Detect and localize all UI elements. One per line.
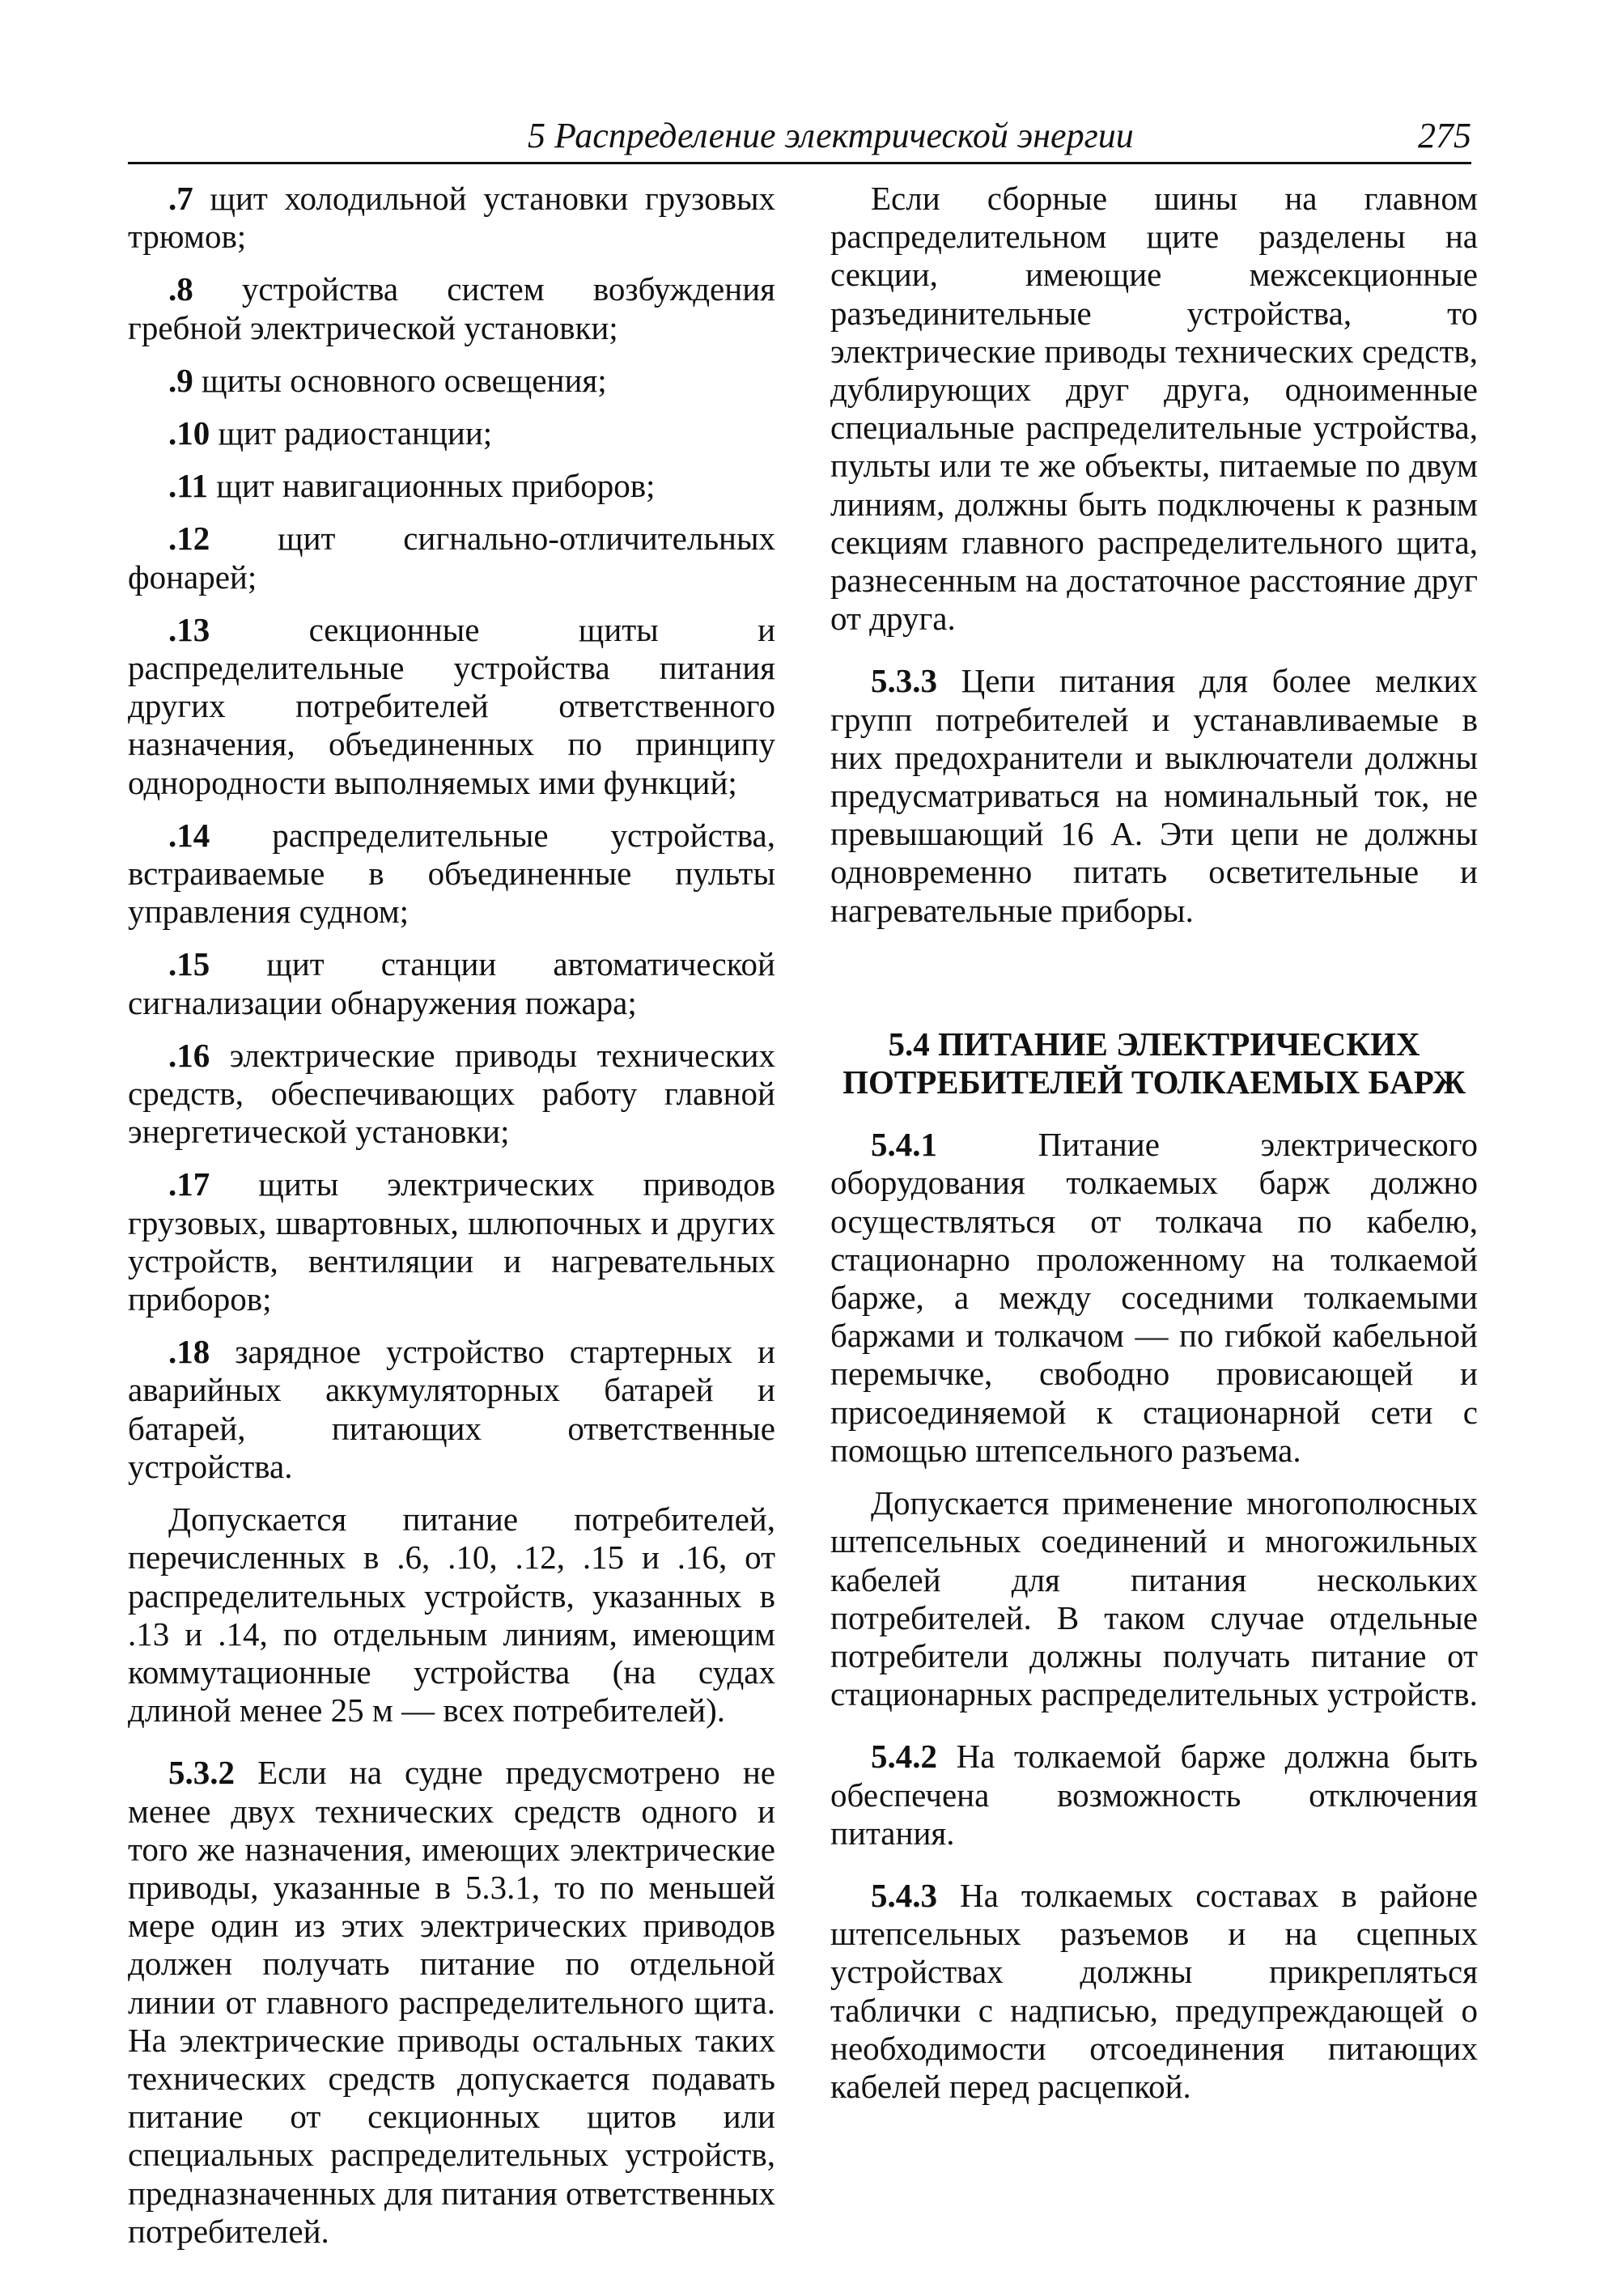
item-number: .18 [168, 1333, 210, 1371]
item-text: щит холодильной установки грузовых трюмов; [128, 180, 775, 256]
clause-5-4-3 [830, 1877, 1478, 2106]
allowance-paragraph: Допускается применение многополюсных штепсельных соединений и многожильных кабелей для питания нескольких потребителей. В таком случае отдельные потребители должны получать питание от стационарных распределительных устройств. [830, 1484, 1478, 1713]
clause-5-4-1 [830, 1126, 1478, 1470]
clause-5-4-2 [830, 1738, 1478, 1853]
item-number: .16 [168, 1036, 210, 1074]
list-item [128, 1333, 775, 1486]
item-text: зарядное устройство стартерных и аварийных аккумуляторных батарей и батарей, питающих ответственные устройства. [128, 1333, 775, 1485]
item-text: распределительные устройства, встраиваемые в объединенные пульты управления судном; [128, 816, 775, 931]
item-number: .8 [168, 270, 193, 308]
list-item [128, 180, 775, 256]
list-item [128, 270, 775, 346]
clause-text: Питание электрического оборудования толкаемых барж должно осуществляться от толкача по кабелю, стационарно проложенному на толкаемой барже, а между соседними толкаемыми баржами и толкачом — по гибкой кабельной перемычке, свободно провисающей и присоединяемой к стационарной сети с помощью штепсельного разъема. [830, 1126, 1479, 1469]
clause-number: 5.4.1 [871, 1126, 937, 1164]
list-item [128, 467, 775, 505]
item-text: секционные щиты и распределительные устройства питания других потребителей ответственного назначения, объединенных по принципу однородности выполняемых ими функций; [128, 610, 776, 801]
clause-number: 5.3.2 [168, 1754, 235, 1792]
clause-5-3-2 [128, 1754, 775, 2251]
list-item [128, 362, 775, 400]
item-number: .9 [168, 361, 193, 399]
item-number: .10 [168, 414, 210, 452]
item-number: .12 [168, 520, 210, 558]
item-number: .14 [168, 816, 210, 854]
running-header [128, 104, 1471, 164]
item-number: .15 [168, 945, 210, 983]
item-text: щит радиостанции; [218, 414, 493, 452]
item-text: щиты основного освещения; [202, 361, 607, 399]
list-item [128, 945, 775, 1021]
clause-text: На толкаемой барже должна быть обеспечена возможность отключения питания. [830, 1738, 1479, 1852]
clause-5-3-3 [830, 662, 1478, 929]
section-heading [830, 1025, 1478, 1101]
list-item [128, 1165, 775, 1318]
list-item [128, 611, 775, 802]
list-item [128, 1037, 775, 1152]
item-text: щит станции автоматической сигнализации обнаружения пожара; [128, 945, 775, 1021]
item-text: электрические приводы технических средств, обеспечивающих работу главной энергетической установки; [128, 1036, 775, 1151]
item-text: устройства систем возбуждения гребной электрической установки; [128, 270, 776, 346]
list-item [128, 520, 775, 596]
left-column [128, 180, 775, 2251]
clause-number: 5.3.3 [871, 662, 937, 700]
item-text: щит сигнально-отличительных фонарей; [128, 520, 775, 596]
item-number: .11 [168, 467, 208, 505]
clause-number: 5.4.2 [871, 1738, 937, 1776]
section-heading-line: ПОТРЕБИТЕЛЕЙ ТОЛКАЕМЫХ БАРЖ [842, 1063, 1466, 1101]
list-item [128, 414, 775, 452]
right-column [830, 180, 1478, 2106]
clause-text: Цепи питания для более мелких групп потребителей и устанавливаемые в них предохранители и выключатели должны предусматриваться на номинальный ток, не превышающий 16 А. Эти цепи не должны одновременно питать осветительные и нагревательные приборы. [830, 662, 1479, 929]
clause-text: Если на судне предусмотрено не менее двух технических средств одного и того же назначения, имеющих электрические приводы, указанные в 5.3.1, то по меньшей мере один из этих электрических приводов должен получать питание по отдельной линии от главного распределительного щита. На электрические приводы остальных таких технических средств допускается подавать питание от секционных щитов или специальных распределительных устройств, предназначенных для питания ответственных потребителей. [128, 1754, 775, 2250]
item-number: .13 [168, 610, 210, 648]
section-heading-line: 5.4 ПИТАНИЕ ЭЛЕКТРИЧЕСКИХ [888, 1025, 1420, 1063]
continuation-paragraph: Если сборные шины на главном распределительном щите разделены на секции, имеющие межсекционные разъединительные устройства, то электрические приводы технических средств, дублирующих друг друга, одноименные специальные распределительные устройства, пульты или те же объекты, питаемые по двум линиям, должны быть подключены к разным секциям главного распределительного щита, разнесенным на достаточное расстояние друг от друга. [830, 180, 1478, 638]
clause-number: 5.4.3 [871, 1876, 937, 1914]
item-text: щиты электрических приводов грузовых, швартовных, шлюпочных и других устройств, вентиляции и нагревательных приборов; [128, 1165, 775, 1318]
allowance-paragraph: Допускается питание потребителей, перечисленных в .6, .10, .12, .15 и .16, от распределительных устройств, указанных в .13 и .14, по отдельным линиям, имеющим коммутационные устройства (на судах длиной менее 25 м — всех потребителей). [128, 1500, 775, 1729]
clause-text: На толкаемых составах в районе штепсельных разъемов и на сцепных устройствах должны прикрепляться таблички с надписью, предупреждающей о необходимости отсоединения питающих кабелей перед расцепкой. [830, 1876, 1479, 2105]
page-number: 275 [1418, 116, 1471, 155]
item-number: .7 [168, 180, 193, 217]
item-text: щит навигационных приборов; [216, 467, 656, 505]
item-number: .17 [168, 1165, 210, 1203]
header-title: 5 Распределение электрической энергии [528, 116, 1134, 155]
list-item [128, 817, 775, 932]
